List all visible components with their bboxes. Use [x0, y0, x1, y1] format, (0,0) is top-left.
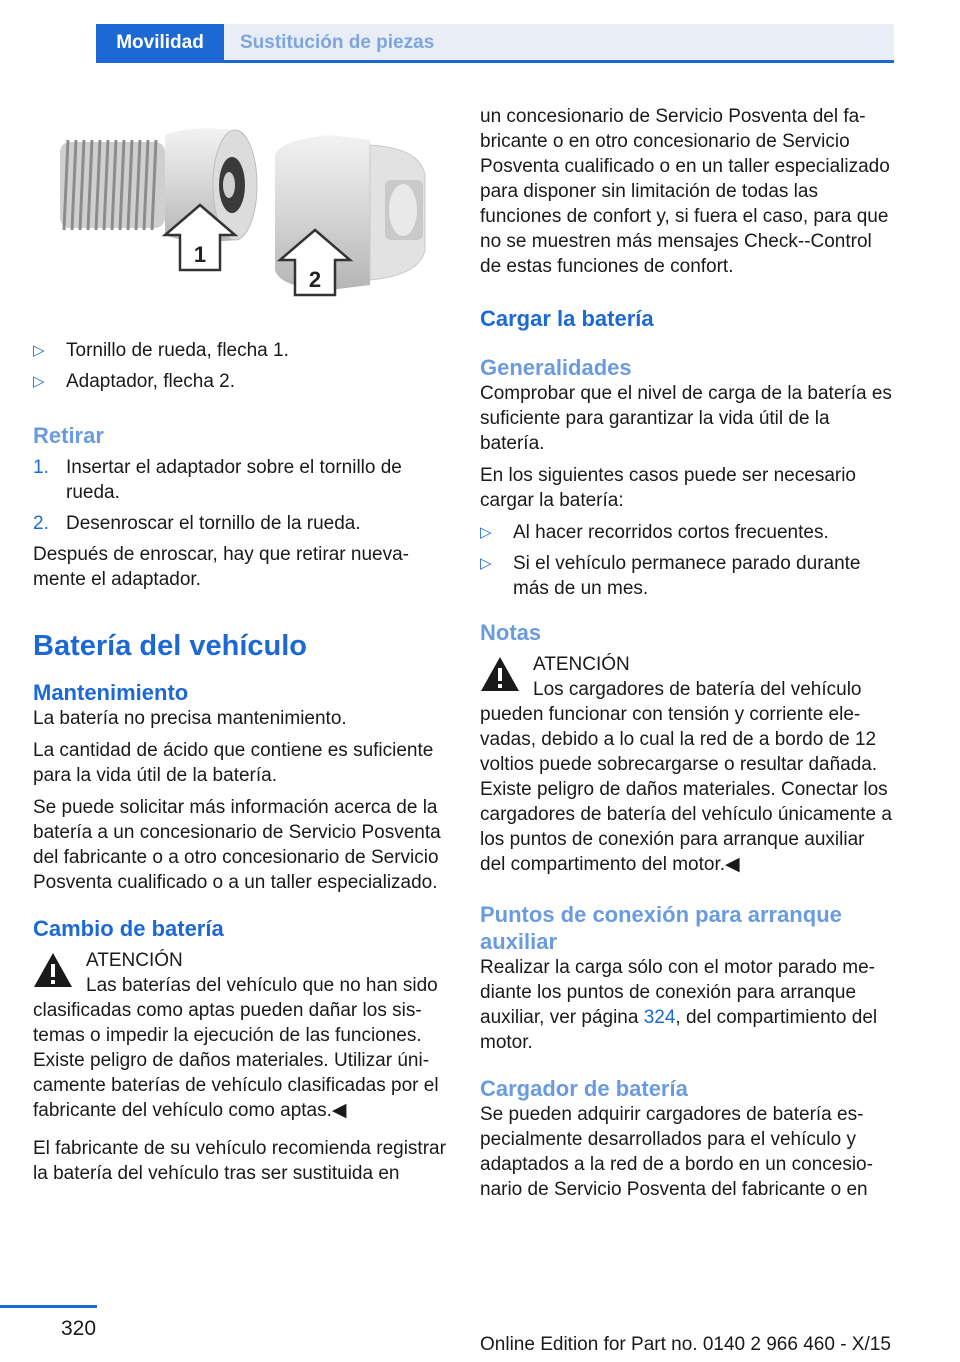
edition-note: Online Edition for Part no. 0140 2 966 460 - X/15: [480, 1334, 891, 1355]
cargar-heading: Cargar la batería: [480, 306, 654, 331]
generalidades-p1: Comprobar que el nivel de carga de la batería es suficiente para garantizar la vida útil de la batería.: [480, 383, 892, 454]
right-column: [480, 104, 895, 1202]
retirar-note: Después de enroscar, hay que retirar nuevamente el adaptador.: [33, 544, 409, 590]
left-column: [33, 338, 447, 1186]
mantenimiento-p2: La cantidad de ácido que contiene es suficiente para la vida útil de la batería.: [33, 740, 434, 786]
list-item: ▷ Al hacer recorridos cortos frecuentes.: [480, 522, 829, 543]
cargador-heading: Cargador de batería: [480, 1076, 688, 1101]
triangle-bullet-icon: ▷: [33, 342, 45, 359]
bateria-heading: Batería del vehículo: [33, 630, 307, 662]
triangle-bullet-icon: ▷: [480, 555, 492, 572]
notas-warning: [480, 652, 895, 877]
callout-2: 2: [308, 267, 322, 292]
list-item: ▷ Tornillo de rueda, flecha 1.: [33, 340, 289, 361]
triangle-bullet-icon: ▷: [480, 524, 492, 541]
puntos-heading: Puntos de conexión para arranque auxiliar: [480, 902, 842, 954]
mantenimiento-heading: Mantenimiento: [33, 680, 189, 705]
tab-movilidad[interactable]: Movilidad: [96, 24, 224, 62]
list-item: ▷ Si el vehículo permanece parado durante más de un mes.: [480, 553, 861, 599]
wheel-bolt-figure: [40, 100, 440, 320]
generalidades-p2: En los siguientes casos puede ser necesario cargar la batería:: [480, 465, 857, 511]
warning-label: ATENCIÓN: [533, 654, 630, 675]
list-item: ▷ Adaptador, flecha 2.: [33, 371, 236, 392]
tab-sustitucion-de-piezas[interactable]: Sustitución de piezas: [224, 24, 894, 62]
header-rule: [96, 60, 894, 63]
page-link[interactable]: 324: [643, 1007, 676, 1028]
warning-label: ATENCIÓN: [86, 950, 183, 971]
footer-rule: [0, 1305, 97, 1308]
retirar-steps: [33, 455, 447, 536]
warning-text: Las baterías del vehículo que no han sido clasificadas como aptas pueden dañar los sistemas o impedir la ejecución de las funciones. Existe peligro de daños materiales. Utilizar únicamente baterías de vehículo clasificadas por el fabricante del vehículo como aptas.◀: [33, 975, 439, 1121]
retirar-heading: Retirar: [33, 423, 104, 448]
bolt-thread: [60, 140, 165, 230]
cambio-paragraph: El fabricante de su vehículo recomienda registrar la batería del vehículo tras ser sustituida en: [33, 1138, 446, 1184]
list-item: 2. Desenroscar el tornillo de la rueda.: [33, 513, 361, 534]
cambio-warning: [33, 948, 447, 1123]
generalidades-heading: Generalidades: [480, 355, 632, 380]
figure-legend-list: [33, 338, 447, 394]
warning-icon: [480, 656, 520, 692]
list-item: 1. Insertar el adaptador sobre el tornillo de rueda.: [33, 457, 402, 503]
cargador-paragraph: Se pueden adquirir cargadores de batería especialmente desarrollados para el vehículo y adaptados a la red de a bordo en un concesionario de Servicio Posventa del fabricante o en: [480, 1104, 873, 1200]
mantenimiento-p3: Se puede solicitar más información acerca de la batería a un concesionario de Servicio Posventa del fabricante o a otro concesionario de Servicio Posventa cualificado o a un taller especializado.: [33, 797, 441, 893]
warning-text: Los cargadores de batería del vehículo pueden funcionar con tensión y corriente elevadas, debido a lo cual la red de a bordo de 12 voltios puede sobrecargarse o resultar dañada. Existe peligro de daños materiales. Conectar los cargadores de batería del vehículo únicamente a los puntos de conexión para arranque auxiliar del compartimento del motor.◀: [480, 679, 892, 875]
mantenimiento-p1: La batería no precisa mantenimiento.: [33, 708, 347, 729]
page-number: 320: [61, 1317, 97, 1340]
warning-icon: [33, 952, 73, 988]
callout-1: 1: [193, 242, 207, 267]
intro-paragraph: un concesionario de Servicio Posventa del fabricante o en otro concesionario de Servicio Posventa cualificado o en un taller especializado para disponer sin limitación de todas las funciones de confort y, si fuera el caso, para que no se muestren más mensajes Check--Control de estas funciones de confort.: [480, 106, 890, 277]
generalidades-list: [480, 520, 895, 601]
cambio-heading: Cambio de batería: [33, 916, 224, 941]
puntos-paragraph: Realizar la carga sólo con el motor parado mediante los puntos de conexión para arranque auxiliar, ver página 324, del compartimiento del motor.: [480, 957, 878, 1053]
triangle-bullet-icon: ▷: [33, 373, 45, 390]
notas-heading: Notas: [480, 620, 542, 645]
